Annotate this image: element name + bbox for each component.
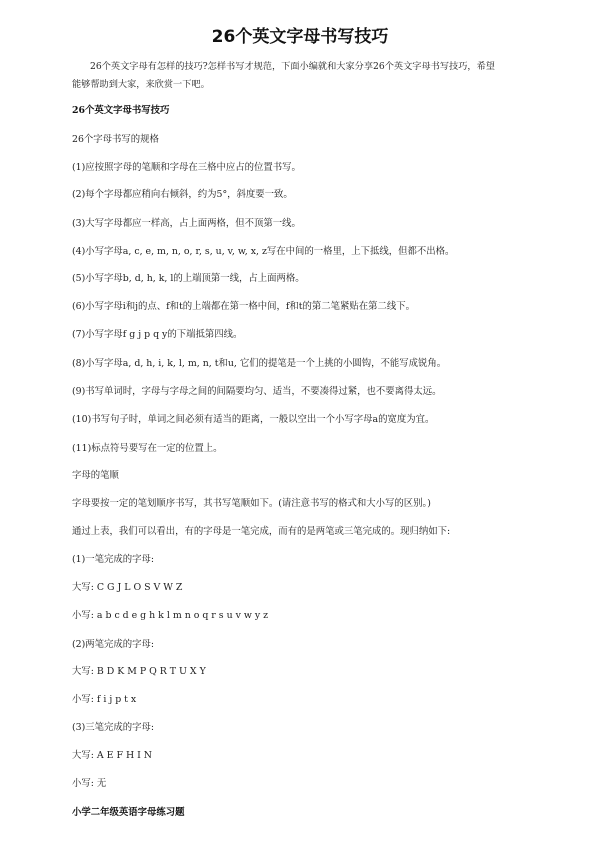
text-line: (1)一笔完成的字母:	[72, 554, 155, 565]
text-line: (7)小写字母f g j p q y的下端抵第四线。	[72, 329, 243, 340]
text-line: (5)小写字母b, d, h, k, l的上端顶第一线，占上面两格。	[72, 273, 305, 284]
intro-paragraph	[72, 58, 542, 94]
page-title: 26个英文字母书写技巧	[211, 27, 389, 47]
text-line: 小写: 无	[72, 778, 107, 789]
text-line: 通过上表，我们可以看出，有的字母是一笔完成，而有的是两笔或三笔完成的。现归纳如下:	[72, 526, 451, 537]
text-line: (2)两笔完成的字母:	[72, 639, 155, 650]
text-line: (11)标点符号要写在一定的位置上。	[72, 443, 223, 454]
section-heading: 26个英文字母书写技巧	[72, 105, 170, 116]
text-line: 字母的笔顺	[72, 470, 119, 481]
text-line: (10)书写句子时，单词之间必须有适当的距离，一般以空出一个小写字母a的宽度为宜。	[72, 414, 435, 425]
text-line: (4)小写字母a, c, e, m, n, o, r, s, u, v, w, x, z写在中间的一格里，上下抵线，但都不出格。	[72, 246, 455, 257]
text-line: (1)应按照字母的笔顺和字母在三格中应占的位置书写。	[72, 162, 301, 173]
text-line: (8)小写字母a, d, h, i, k, l, m, n, t和u, 它们的提笔是一个上挑的小圆钩，不能写成锐角。	[72, 358, 447, 369]
text-line: 大写: B D K M P Q R T U X Y	[72, 666, 206, 677]
text-line: 小写: a b c d e g h k l m n o q r s u v w y z	[72, 610, 269, 621]
text-line: 大写: A E F H I N	[72, 750, 152, 761]
intro-line: 26个英文字母有怎样的技巧?怎样书写才规范，下面小编就和大家分享26个英文字母书写技巧，希望	[90, 61, 495, 72]
text-line: (9)书写单词时，字母与字母之间的间隔要均匀、适当，不要凑得过紧，也不要离得太远。	[72, 386, 442, 397]
text-line: 小写: f i j p t x	[72, 694, 137, 705]
text-line: 字母要按一定的笔划顺序书写，其书写笔顺如下。(请注意书写的格式和大小写的区别。)	[72, 498, 431, 509]
text-line: (2)每个字母都应稍向右倾斜，约为5°，斜度要一致。	[72, 189, 293, 200]
section-heading: 小学二年级英语字母练习题	[72, 807, 185, 818]
intro-line: 能够帮助到大家，来欣赏一下吧。	[72, 79, 210, 90]
text-line: (3)三笔完成的字母:	[72, 722, 155, 733]
text-line: 26个字母书写的规格	[72, 134, 159, 145]
text-line: (3)大写字母都应一样高，占上面两格，但不顶第一线。	[72, 218, 301, 229]
text-line: (6)小写字母i和j的点、f和t的上端都在第一格中间，f和t的第二笔紧贴在第二线下。	[72, 301, 416, 312]
text-line: 大写: C G J L O S V W Z	[72, 582, 183, 593]
